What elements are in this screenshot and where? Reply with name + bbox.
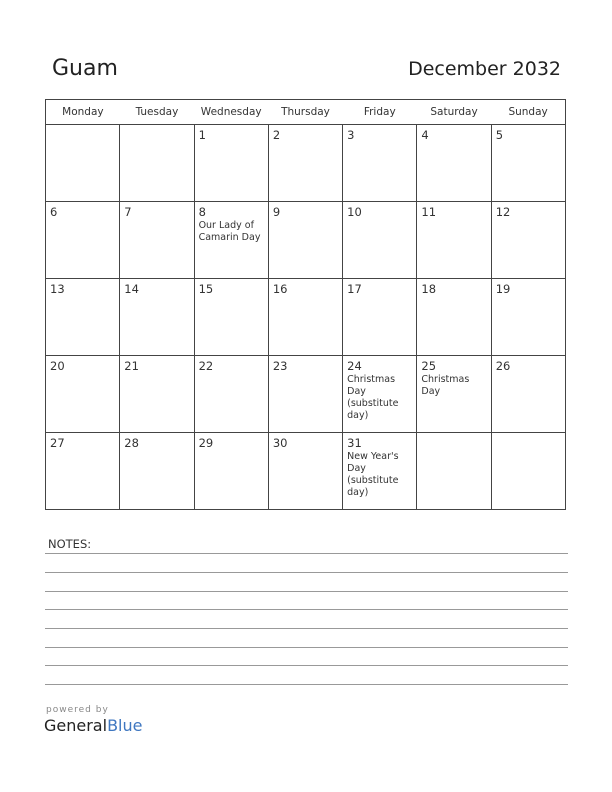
day-cell [46,356,120,433]
day-number: 3 [347,128,355,142]
note-line [45,609,568,610]
day-cell [417,433,491,510]
day-number: 30 [272,436,288,450]
generalblue-logo [44,716,142,735]
day-cell [194,202,268,279]
day-number: 20 [50,359,65,373]
holiday-label: Christmas Day [421,374,470,397]
day-cell [343,356,417,433]
day-number: 21 [124,359,139,373]
day-cell [417,125,491,202]
weekday-sunday: Sunday [491,100,565,125]
note-line [45,684,568,685]
day-cell [194,125,268,202]
day-cell [491,279,565,356]
day-cell [343,202,417,279]
week-row [46,202,566,279]
day-number: 9 [272,205,281,219]
note-line [45,665,568,666]
day-cell [46,279,120,356]
day-cell [120,433,194,510]
week-row [46,125,566,202]
day-number: 5 [495,128,504,142]
weekday-thursday: Thursday [268,100,342,125]
weekday-wednesday: Wednesday [194,100,268,125]
note-line [45,553,568,554]
note-line [45,647,568,648]
day-cell [268,202,342,279]
day-number: 4 [421,128,429,142]
day-number: 18 [421,282,437,296]
day-number: 16 [272,282,288,296]
calendar-grid [45,99,566,510]
day-number: 13 [50,282,65,296]
day-cell [343,279,417,356]
day-cell [417,279,491,356]
day-number: 2 [272,128,281,142]
day-cell [417,356,491,433]
day-number: 11 [421,205,437,219]
day-cell [120,356,194,433]
day-cell [491,202,565,279]
weekday-monday: Monday [46,100,120,125]
note-line [45,628,568,629]
weekday-tuesday: Tuesday [120,100,194,125]
day-cell [46,202,120,279]
notes-label: NOTES: [48,537,92,551]
day-cell [194,279,268,356]
day-cell [46,125,120,202]
holiday-label: Christmas Day (substitute day) [347,374,399,421]
day-number: 27 [50,436,65,450]
day-number: 19 [495,282,511,296]
day-number: 23 [272,359,288,373]
day-cell [343,433,417,510]
weekday-friday: Friday [343,100,417,125]
note-line [45,572,568,573]
day-cell [343,125,417,202]
day-cell [491,356,565,433]
powered-by-text: powered by [46,705,109,715]
day-number: 6 [50,205,58,219]
day-number: 29 [198,436,214,450]
country-title: Guam [52,56,118,81]
day-cell [268,125,342,202]
holiday-label: Our Lady of Camarin Day [198,220,261,243]
day-number: 10 [347,205,362,219]
day-number: 17 [347,282,362,296]
day-number: 7 [124,205,132,219]
day-cell [120,279,194,356]
week-row [46,356,566,433]
day-cell [194,433,268,510]
day-number: 8 [198,205,206,219]
day-number: 15 [198,282,214,296]
day-number: 31 [347,436,362,450]
day-cell [120,202,194,279]
day-number: 1 [198,128,206,142]
holiday-label: New Year's Day (substitute day) [347,451,399,498]
brand-blue: Blue [107,716,143,735]
day-cell [194,356,268,433]
day-number: 24 [347,359,362,373]
day-number: 22 [198,359,214,373]
brand-general: General [44,716,108,735]
day-cell [268,356,342,433]
day-cell [46,433,120,510]
day-cell [417,202,491,279]
day-cell [268,433,342,510]
day-number: 25 [421,359,437,373]
weekday-saturday: Saturday [417,100,491,125]
day-number: 26 [495,359,511,373]
week-row [46,279,566,356]
month-year-title: December 2032 [408,58,561,80]
day-number: 12 [495,205,511,219]
note-line [45,591,568,592]
day-cell [120,125,194,202]
day-cell [268,279,342,356]
weekday-header-row [46,100,566,125]
day-cell [491,125,565,202]
day-number: 28 [124,436,139,450]
day-number: 14 [124,282,139,296]
day-cell [491,433,565,510]
week-row [46,433,566,510]
